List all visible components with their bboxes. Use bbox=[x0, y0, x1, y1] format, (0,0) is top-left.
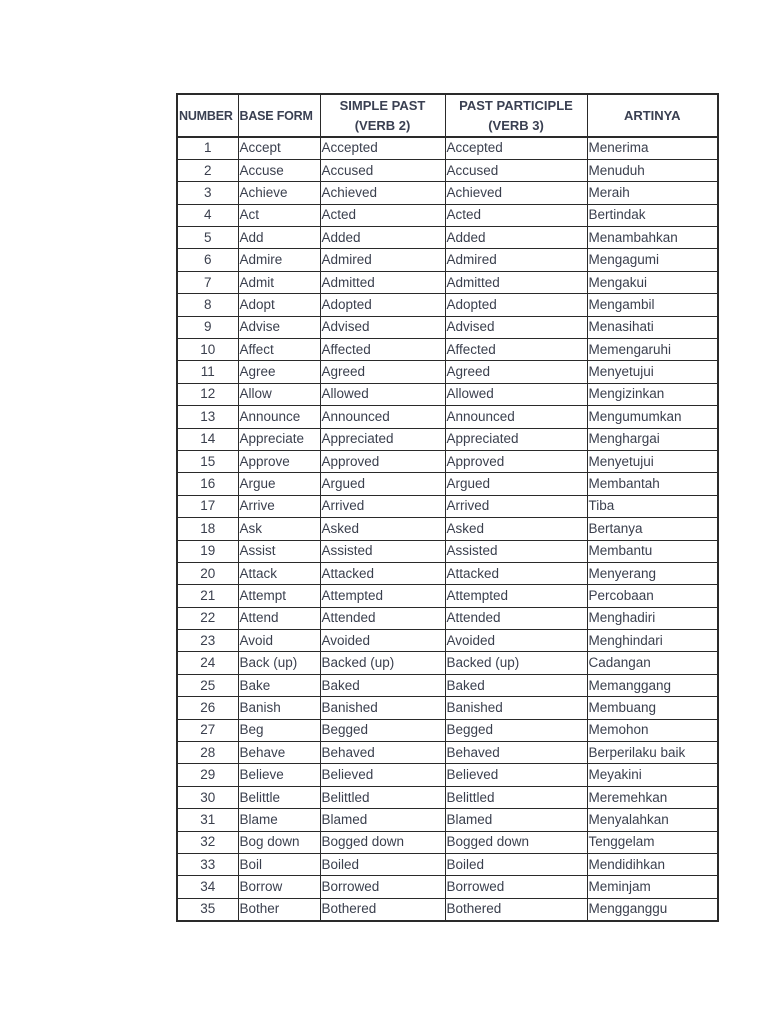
table-body bbox=[177, 137, 718, 921]
simple-past-cell: Attacked bbox=[320, 562, 445, 584]
artinya-cell: Meraih bbox=[587, 182, 718, 204]
base-form-cell: Add bbox=[238, 227, 320, 249]
row-number: 33 bbox=[177, 854, 238, 876]
past-participle-cell: Bogged down bbox=[445, 831, 587, 853]
row-number: 7 bbox=[177, 271, 238, 293]
table-row bbox=[177, 898, 718, 920]
base-form-cell: Attempt bbox=[238, 585, 320, 607]
base-form-cell: Bog down bbox=[238, 831, 320, 853]
past-participle-cell: Baked bbox=[445, 674, 587, 696]
artinya-cell: Mengganggu bbox=[587, 898, 718, 920]
simple-past-cell: Adopted bbox=[320, 294, 445, 316]
table-row bbox=[177, 831, 718, 853]
base-form-cell: Argue bbox=[238, 473, 320, 495]
base-form-cell: Arrive bbox=[238, 495, 320, 517]
artinya-cell: Menerima bbox=[587, 137, 718, 159]
simple-past-cell: Added bbox=[320, 227, 445, 249]
table-row bbox=[177, 585, 718, 607]
simple-past-cell: Blamed bbox=[320, 809, 445, 831]
past-participle-cell: Accepted bbox=[445, 137, 587, 159]
base-form-cell: Affect bbox=[238, 339, 320, 361]
past-participle-cell: Blamed bbox=[445, 809, 587, 831]
table-row bbox=[177, 383, 718, 405]
past-participle-cell: Agreed bbox=[445, 361, 587, 383]
row-number: 12 bbox=[177, 383, 238, 405]
table-row bbox=[177, 406, 718, 428]
past-participle-cell: Attended bbox=[445, 607, 587, 629]
row-number: 27 bbox=[177, 719, 238, 741]
base-form-cell: Announce bbox=[238, 406, 320, 428]
row-number: 6 bbox=[177, 249, 238, 271]
row-number: 30 bbox=[177, 786, 238, 808]
artinya-cell: Tiba bbox=[587, 495, 718, 517]
artinya-cell: Berperilaku baik bbox=[587, 742, 718, 764]
past-participle-cell: Assisted bbox=[445, 540, 587, 562]
base-form-cell: Appreciate bbox=[238, 428, 320, 450]
past-participle-cell: Bothered bbox=[445, 898, 587, 920]
table-row bbox=[177, 652, 718, 674]
simple-past-cell: Begged bbox=[320, 719, 445, 741]
base-form-cell: Agree bbox=[238, 361, 320, 383]
row-number: 26 bbox=[177, 697, 238, 719]
simple-past-cell: Assisted bbox=[320, 540, 445, 562]
base-form-cell: Boil bbox=[238, 854, 320, 876]
simple-past-cell: Attended bbox=[320, 607, 445, 629]
base-form-cell: Achieve bbox=[238, 182, 320, 204]
header-row bbox=[177, 94, 718, 137]
header-base-form: BASE FORM bbox=[238, 94, 320, 137]
header-number: NUMBER bbox=[177, 94, 238, 137]
row-number: 8 bbox=[177, 294, 238, 316]
simple-past-cell: Approved bbox=[320, 450, 445, 472]
row-number: 2 bbox=[177, 159, 238, 181]
table-row bbox=[177, 562, 718, 584]
past-participle-cell: Behaved bbox=[445, 742, 587, 764]
past-participle-cell: Borrowed bbox=[445, 876, 587, 898]
artinya-cell: Menyerang bbox=[587, 562, 718, 584]
base-form-cell: Bother bbox=[238, 898, 320, 920]
row-number: 32 bbox=[177, 831, 238, 853]
artinya-cell: Mengumumkan bbox=[587, 406, 718, 428]
artinya-cell: Memengaruhi bbox=[587, 339, 718, 361]
artinya-cell: Menyetujui bbox=[587, 361, 718, 383]
row-number: 22 bbox=[177, 607, 238, 629]
base-form-cell: Allow bbox=[238, 383, 320, 405]
base-form-cell: Beg bbox=[238, 719, 320, 741]
past-participle-cell: Asked bbox=[445, 518, 587, 540]
past-participle-cell: Argued bbox=[445, 473, 587, 495]
base-form-cell: Bake bbox=[238, 674, 320, 696]
row-number: 14 bbox=[177, 428, 238, 450]
past-participle-cell: Begged bbox=[445, 719, 587, 741]
base-form-cell: Believe bbox=[238, 764, 320, 786]
simple-past-cell: Baked bbox=[320, 674, 445, 696]
table-row bbox=[177, 361, 718, 383]
past-participle-cell: Admired bbox=[445, 249, 587, 271]
artinya-cell: Menghargai bbox=[587, 428, 718, 450]
past-participle-cell: Believed bbox=[445, 764, 587, 786]
simple-past-cell: Acted bbox=[320, 204, 445, 226]
row-number: 19 bbox=[177, 540, 238, 562]
simple-past-cell: Appreciated bbox=[320, 428, 445, 450]
table-row bbox=[177, 159, 718, 181]
row-number: 25 bbox=[177, 674, 238, 696]
artinya-cell: Memanggang bbox=[587, 674, 718, 696]
row-number: 31 bbox=[177, 809, 238, 831]
base-form-cell: Behave bbox=[238, 742, 320, 764]
past-participle-cell: Acted bbox=[445, 204, 587, 226]
past-participle-cell: Added bbox=[445, 227, 587, 249]
simple-past-cell: Bothered bbox=[320, 898, 445, 920]
simple-past-cell: Accused bbox=[320, 159, 445, 181]
simple-past-cell: Backed (up) bbox=[320, 652, 445, 674]
past-participle-cell: Adopted bbox=[445, 294, 587, 316]
base-form-cell: Adopt bbox=[238, 294, 320, 316]
simple-past-cell: Behaved bbox=[320, 742, 445, 764]
base-form-cell: Attack bbox=[238, 562, 320, 584]
table-row bbox=[177, 137, 718, 159]
table-row bbox=[177, 271, 718, 293]
past-participle-cell: Avoided bbox=[445, 630, 587, 652]
table-row bbox=[177, 339, 718, 361]
table-row bbox=[177, 697, 718, 719]
row-number: 23 bbox=[177, 630, 238, 652]
table-row bbox=[177, 294, 718, 316]
table-row bbox=[177, 742, 718, 764]
table-row bbox=[177, 428, 718, 450]
artinya-cell: Menambahkan bbox=[587, 227, 718, 249]
table-row bbox=[177, 227, 718, 249]
row-number: 5 bbox=[177, 227, 238, 249]
base-form-cell: Advise bbox=[238, 316, 320, 338]
artinya-cell: Menasihati bbox=[587, 316, 718, 338]
row-number: 29 bbox=[177, 764, 238, 786]
header-past-participle bbox=[445, 94, 587, 137]
past-participle-cell: Belittled bbox=[445, 786, 587, 808]
artinya-cell: Memohon bbox=[587, 719, 718, 741]
table-row bbox=[177, 518, 718, 540]
row-number: 13 bbox=[177, 406, 238, 428]
table-row bbox=[177, 786, 718, 808]
base-form-cell: Admit bbox=[238, 271, 320, 293]
simple-past-cell: Announced bbox=[320, 406, 445, 428]
row-number: 17 bbox=[177, 495, 238, 517]
row-number: 28 bbox=[177, 742, 238, 764]
artinya-cell: Mengambil bbox=[587, 294, 718, 316]
row-number: 35 bbox=[177, 898, 238, 920]
artinya-cell: Menyetujui bbox=[587, 450, 718, 472]
row-number: 21 bbox=[177, 585, 238, 607]
artinya-cell: Bertindak bbox=[587, 204, 718, 226]
table-row bbox=[177, 764, 718, 786]
table-row bbox=[177, 630, 718, 652]
simple-past-cell: Banished bbox=[320, 697, 445, 719]
artinya-cell: Menyalahkan bbox=[587, 809, 718, 831]
verb-table bbox=[176, 93, 719, 922]
base-form-cell: Accept bbox=[238, 137, 320, 159]
artinya-cell: Mengakui bbox=[587, 271, 718, 293]
past-participle-cell: Attempted bbox=[445, 585, 587, 607]
simple-past-cell: Admired bbox=[320, 249, 445, 271]
table-row bbox=[177, 249, 718, 271]
simple-past-cell: Boiled bbox=[320, 854, 445, 876]
artinya-cell: Menghadiri bbox=[587, 607, 718, 629]
simple-past-cell: Admitted bbox=[320, 271, 445, 293]
simple-past-cell: Arrived bbox=[320, 495, 445, 517]
table-row bbox=[177, 674, 718, 696]
header-simple-past-line1: SIMPLE PAST bbox=[339, 97, 426, 113]
artinya-cell: Meminjam bbox=[587, 876, 718, 898]
simple-past-cell: Bogged down bbox=[320, 831, 445, 853]
past-participle-cell: Accused bbox=[445, 159, 587, 181]
artinya-cell: Menuduh bbox=[587, 159, 718, 181]
past-participle-cell: Allowed bbox=[445, 383, 587, 405]
header-past-participle-line1: PAST PARTICIPLE bbox=[459, 97, 573, 113]
base-form-cell: Avoid bbox=[238, 630, 320, 652]
row-number: 15 bbox=[177, 450, 238, 472]
table-row bbox=[177, 719, 718, 741]
past-participle-cell: Advised bbox=[445, 316, 587, 338]
base-form-cell: Banish bbox=[238, 697, 320, 719]
artinya-cell: Bertanya bbox=[587, 518, 718, 540]
artinya-cell: Percobaan bbox=[587, 585, 718, 607]
artinya-cell: Mengizinkan bbox=[587, 383, 718, 405]
table-row bbox=[177, 854, 718, 876]
past-participle-cell: Appreciated bbox=[445, 428, 587, 450]
simple-past-cell: Achieved bbox=[320, 182, 445, 204]
simple-past-cell: Allowed bbox=[320, 383, 445, 405]
past-participle-cell: Attacked bbox=[445, 562, 587, 584]
artinya-cell: Membantu bbox=[587, 540, 718, 562]
table-row bbox=[177, 204, 718, 226]
row-number: 1 bbox=[177, 137, 238, 159]
simple-past-cell: Argued bbox=[320, 473, 445, 495]
row-number: 34 bbox=[177, 876, 238, 898]
base-form-cell: Attend bbox=[238, 607, 320, 629]
header-past-participle-line2: (VERB 3) bbox=[488, 117, 544, 133]
past-participle-cell: Achieved bbox=[445, 182, 587, 204]
row-number: 4 bbox=[177, 204, 238, 226]
row-number: 24 bbox=[177, 652, 238, 674]
simple-past-cell: Avoided bbox=[320, 630, 445, 652]
simple-past-cell: Affected bbox=[320, 339, 445, 361]
table-row bbox=[177, 316, 718, 338]
simple-past-cell: Belittled bbox=[320, 786, 445, 808]
header-simple-past-line2: (VERB 2) bbox=[354, 117, 411, 133]
base-form-cell: Accuse bbox=[238, 159, 320, 181]
row-number: 11 bbox=[177, 361, 238, 383]
header-artinya: ARTINYA bbox=[587, 94, 718, 137]
table-row bbox=[177, 607, 718, 629]
past-participle-cell: Announced bbox=[445, 406, 587, 428]
base-form-cell: Act bbox=[238, 204, 320, 226]
table-header bbox=[177, 94, 718, 137]
artinya-cell: Membantah bbox=[587, 473, 718, 495]
header-simple-past bbox=[320, 94, 445, 137]
past-participle-cell: Boiled bbox=[445, 854, 587, 876]
simple-past-cell: Believed bbox=[320, 764, 445, 786]
artinya-cell: Meyakini bbox=[587, 764, 718, 786]
table-row bbox=[177, 473, 718, 495]
simple-past-cell: Advised bbox=[320, 316, 445, 338]
row-number: 18 bbox=[177, 518, 238, 540]
row-number: 9 bbox=[177, 316, 238, 338]
base-form-cell: Approve bbox=[238, 450, 320, 472]
past-participle-cell: Approved bbox=[445, 450, 587, 472]
simple-past-cell: Attempted bbox=[320, 585, 445, 607]
base-form-cell: Admire bbox=[238, 249, 320, 271]
past-participle-cell: Arrived bbox=[445, 495, 587, 517]
past-participle-cell: Admitted bbox=[445, 271, 587, 293]
past-participle-cell: Affected bbox=[445, 339, 587, 361]
base-form-cell: Ask bbox=[238, 518, 320, 540]
past-participle-cell: Backed (up) bbox=[445, 652, 587, 674]
simple-past-cell: Asked bbox=[320, 518, 445, 540]
table-row bbox=[177, 809, 718, 831]
row-number: 20 bbox=[177, 562, 238, 584]
table-row bbox=[177, 182, 718, 204]
simple-past-cell: Agreed bbox=[320, 361, 445, 383]
artinya-cell: Meremehkan bbox=[587, 786, 718, 808]
base-form-cell: Belittle bbox=[238, 786, 320, 808]
simple-past-cell: Borrowed bbox=[320, 876, 445, 898]
past-participle-cell: Banished bbox=[445, 697, 587, 719]
row-number: 10 bbox=[177, 339, 238, 361]
artinya-cell: Mengagumi bbox=[587, 249, 718, 271]
artinya-cell: Cadangan bbox=[587, 652, 718, 674]
row-number: 3 bbox=[177, 182, 238, 204]
simple-past-cell: Accepted bbox=[320, 137, 445, 159]
table-row bbox=[177, 876, 718, 898]
base-form-cell: Assist bbox=[238, 540, 320, 562]
table-row bbox=[177, 450, 718, 472]
base-form-cell: Borrow bbox=[238, 876, 320, 898]
artinya-cell: Mendidihkan bbox=[587, 854, 718, 876]
row-number: 16 bbox=[177, 473, 238, 495]
artinya-cell: Membuang bbox=[587, 697, 718, 719]
artinya-cell: Tenggelam bbox=[587, 831, 718, 853]
base-form-cell: Back (up) bbox=[238, 652, 320, 674]
table-row bbox=[177, 495, 718, 517]
table-row bbox=[177, 540, 718, 562]
base-form-cell: Blame bbox=[238, 809, 320, 831]
artinya-cell: Menghindari bbox=[587, 630, 718, 652]
